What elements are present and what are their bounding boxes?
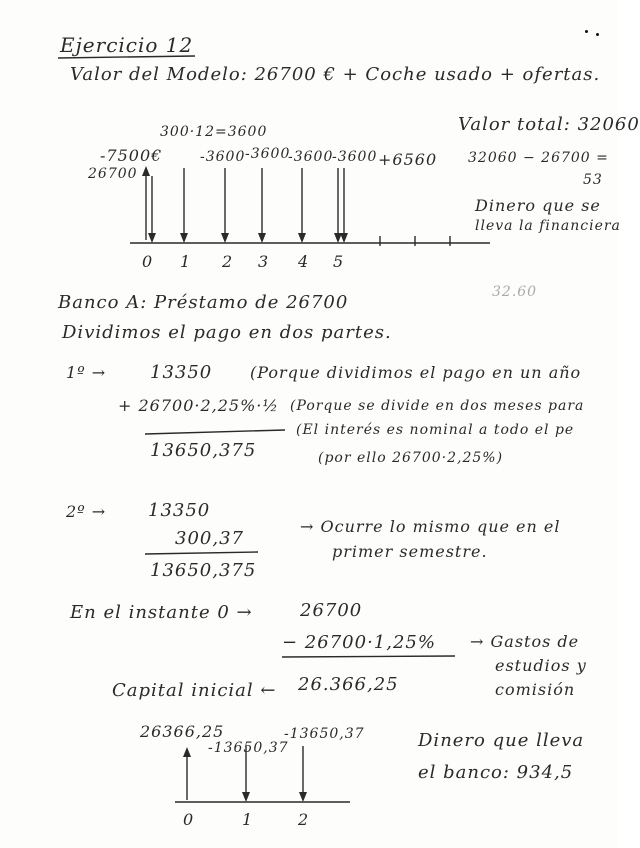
model-value-line: Valor del Modelo: 26700 € + Coche usado + ofertas. (70, 64, 601, 85)
monthly-calc: 300·12=3600 (160, 124, 268, 140)
cashflow-label-3: -3600 (288, 149, 334, 165)
diagram2-axis-1: 1 (242, 810, 254, 829)
first-part-interest-note: (Porque se divide en dos meses para (290, 398, 585, 414)
sum-line-3 (282, 656, 455, 657)
instant-zero-minus: − 26700·1,25% (282, 632, 436, 653)
subtract-calc: 32060 − 26700 = (468, 150, 609, 166)
first-part-total: 13650,375 (150, 440, 257, 461)
axis-ticks (380, 236, 450, 246)
axis-label-0: 0 (142, 252, 154, 271)
first-part-value: 13350 (150, 362, 213, 383)
total-value: Valor total: 32060 (458, 114, 640, 135)
axis-label-1: 1 (180, 252, 192, 271)
loan-amount: 26700 (88, 166, 138, 182)
instant-zero-label: En el instante 0 → (70, 602, 253, 623)
second-part-label: 2º → (66, 502, 107, 521)
costs-note-line3: comisión (495, 680, 576, 699)
second-part-value: 13350 (148, 500, 211, 521)
bank-a-heading: Banco A: Préstamo de 26700 (58, 292, 349, 313)
split-payment-note: Dividimos el pago en dos partes. (62, 322, 392, 343)
cashflow-label-5: +6560 (378, 150, 438, 169)
sum-line-2 (145, 552, 258, 554)
second-part-note-line1: → Ocurre lo mismo que en el (300, 517, 561, 536)
diagram2-top-label: 26366,25 (140, 722, 225, 741)
sum-line-1 (145, 430, 285, 434)
first-part-note: (Porque dividimos el pago en un año (250, 363, 582, 382)
costs-note-line1: → Gastos de (470, 632, 580, 651)
faint-number: 32.60 (492, 284, 538, 300)
axis-label-3: 3 (258, 252, 270, 271)
axis-label-4: 4 (298, 252, 310, 271)
nominal-interest-note: (El interés es nominal a todo el pe (296, 422, 575, 438)
cashflow-label-4: -3600 (332, 149, 378, 165)
diagram2-axis-2: 2 (298, 810, 310, 829)
first-part-interest: + 26700·2,25%·½ (118, 396, 279, 415)
por-ello-note: (por ello 26700·2,25%) (318, 450, 504, 466)
financier-note-line1: Dinero que se (475, 196, 601, 215)
cashflow-label-0: -7500€ (100, 146, 163, 165)
exercise-title: Ejercicio 12 (60, 33, 194, 57)
axis-label-5: 5 (333, 252, 345, 271)
costs-note-line2: estudios y (495, 656, 587, 675)
second-part-interest: 300,37 (175, 528, 244, 549)
cashflow-label-1: -3600 (200, 149, 246, 165)
initial-capital-value: 26.366,25 (298, 674, 399, 695)
initial-capital-label: Capital inicial ← (112, 680, 277, 701)
diagram2-mid-label: -13650,37 (208, 740, 289, 756)
financier-note-line2: lleva la financiera (475, 218, 621, 234)
bank-keeps-note-line1: Dinero que lleva (418, 730, 585, 751)
subtract-result: 53 (583, 172, 603, 188)
instant-zero-value: 26700 (300, 600, 363, 621)
second-part-total: 13650,375 (150, 560, 257, 581)
diagram2-right-label: -13650,37 (284, 726, 365, 742)
axis-label-2: 2 (222, 252, 234, 271)
cashflow-label-2: -3600 (245, 146, 291, 162)
second-part-note-line2: primer semestre. (332, 542, 488, 561)
bank-keeps-note-line2: el banco: 934,5 (418, 762, 574, 783)
diagram2-axis-0: 0 (183, 810, 195, 829)
first-part-label: 1º → (66, 363, 107, 382)
